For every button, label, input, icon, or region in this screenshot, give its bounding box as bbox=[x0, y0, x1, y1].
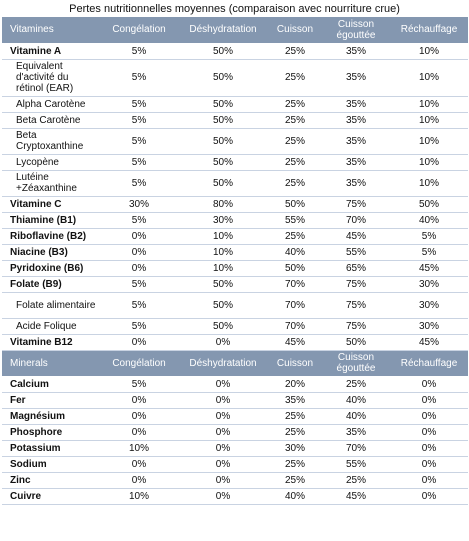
column-header-congelation: Congélation bbox=[100, 17, 178, 43]
loss-value: 5% bbox=[100, 276, 178, 292]
loss-value: 0% bbox=[178, 334, 268, 350]
loss-value: 50% bbox=[268, 196, 322, 212]
loss-value: 5% bbox=[100, 154, 178, 170]
table-row bbox=[2, 424, 468, 440]
nutrient-name: Fer bbox=[2, 392, 100, 408]
loss-value: 20% bbox=[268, 376, 322, 392]
loss-value: 0% bbox=[390, 376, 468, 392]
loss-value: 25% bbox=[322, 472, 390, 488]
nutrient-name: Phosphore bbox=[2, 424, 100, 440]
loss-value: 5% bbox=[100, 376, 178, 392]
loss-value: 0% bbox=[100, 244, 178, 260]
loss-value: 0% bbox=[178, 440, 268, 456]
loss-value: 75% bbox=[322, 318, 390, 334]
loss-value: 25% bbox=[268, 128, 322, 154]
column-header-vitamines: Vitamines bbox=[2, 17, 100, 43]
loss-value: 40% bbox=[322, 408, 390, 424]
loss-value: 35% bbox=[322, 424, 390, 440]
nutrient-name: Lutéine +Zéaxanthine bbox=[2, 170, 100, 196]
loss-value: 35% bbox=[268, 392, 322, 408]
loss-value: 0% bbox=[178, 408, 268, 424]
loss-value: 0% bbox=[390, 440, 468, 456]
loss-value: 50% bbox=[322, 334, 390, 350]
table-row bbox=[2, 488, 468, 504]
nutrient-name: Lycopène bbox=[2, 154, 100, 170]
loss-value: 0% bbox=[390, 472, 468, 488]
loss-value: 10% bbox=[178, 244, 268, 260]
loss-value: 50% bbox=[178, 170, 268, 196]
loss-value: 5% bbox=[100, 318, 178, 334]
column-header-minerals: Minerals bbox=[2, 350, 100, 376]
loss-value: 45% bbox=[390, 260, 468, 276]
loss-value: 25% bbox=[268, 472, 322, 488]
loss-value: 0% bbox=[100, 424, 178, 440]
table-row bbox=[2, 292, 468, 318]
loss-value: 5% bbox=[100, 96, 178, 112]
column-header-cuisson: Cuisson bbox=[268, 350, 322, 376]
loss-value: 5% bbox=[100, 59, 178, 96]
table-row bbox=[2, 408, 468, 424]
loss-value: 0% bbox=[100, 334, 178, 350]
nutrient-loss-table bbox=[2, 17, 468, 505]
loss-value: 10% bbox=[100, 440, 178, 456]
loss-value: 40% bbox=[268, 244, 322, 260]
loss-value: 10% bbox=[390, 96, 468, 112]
loss-value: 25% bbox=[268, 408, 322, 424]
loss-value: 10% bbox=[390, 154, 468, 170]
loss-value: 50% bbox=[178, 59, 268, 96]
loss-value: 25% bbox=[268, 59, 322, 96]
loss-value: 75% bbox=[322, 292, 390, 318]
nutrient-name: Zinc bbox=[2, 472, 100, 488]
table-row bbox=[2, 472, 468, 488]
nutrient-name: Folate alimentaire bbox=[2, 292, 100, 318]
loss-value: 70% bbox=[268, 318, 322, 334]
loss-value: 50% bbox=[178, 128, 268, 154]
loss-value: 30% bbox=[100, 196, 178, 212]
nutrient-name: Beta Carotène bbox=[2, 112, 100, 128]
loss-value: 40% bbox=[322, 392, 390, 408]
table-row bbox=[2, 440, 468, 456]
column-header-congelation: Congélation bbox=[100, 350, 178, 376]
loss-value: 75% bbox=[322, 196, 390, 212]
loss-value: 35% bbox=[322, 128, 390, 154]
table-row bbox=[2, 260, 468, 276]
loss-value: 65% bbox=[322, 260, 390, 276]
nutrient-name: Sodium bbox=[2, 456, 100, 472]
loss-value: 30% bbox=[268, 440, 322, 456]
table-row bbox=[2, 376, 468, 392]
loss-value: 75% bbox=[322, 276, 390, 292]
nutrient-name: Vitamine A bbox=[2, 43, 100, 59]
loss-value: 10% bbox=[390, 170, 468, 196]
loss-value: 25% bbox=[268, 424, 322, 440]
column-header-cuisson-egouttee: Cuisson égouttée bbox=[322, 17, 390, 43]
table-row bbox=[2, 392, 468, 408]
loss-value: 50% bbox=[178, 112, 268, 128]
loss-value: 5% bbox=[100, 292, 178, 318]
loss-value: 0% bbox=[390, 392, 468, 408]
table-row bbox=[2, 128, 468, 154]
loss-value: 5% bbox=[100, 212, 178, 228]
loss-value: 25% bbox=[268, 456, 322, 472]
loss-value: 55% bbox=[322, 456, 390, 472]
loss-value: 5% bbox=[390, 244, 468, 260]
loss-value: 0% bbox=[390, 456, 468, 472]
loss-value: 50% bbox=[268, 260, 322, 276]
loss-value: 50% bbox=[178, 43, 268, 59]
loss-value: 30% bbox=[178, 212, 268, 228]
loss-value: 25% bbox=[322, 376, 390, 392]
table-row bbox=[2, 212, 468, 228]
loss-value: 0% bbox=[178, 376, 268, 392]
loss-value: 25% bbox=[268, 112, 322, 128]
loss-value: 50% bbox=[390, 196, 468, 212]
column-header-cuisson: Cuisson bbox=[268, 17, 322, 43]
column-header-rechauffage: Réchauffage bbox=[390, 17, 468, 43]
loss-value: 35% bbox=[322, 43, 390, 59]
loss-value: 0% bbox=[390, 424, 468, 440]
table-row bbox=[2, 456, 468, 472]
table-row bbox=[2, 170, 468, 196]
loss-value: 10% bbox=[178, 228, 268, 244]
nutrient-name: Vitamine B12 bbox=[2, 334, 100, 350]
loss-value: 10% bbox=[390, 59, 468, 96]
table-row bbox=[2, 96, 468, 112]
column-header-cuisson-egouttee: Cuisson égouttée bbox=[322, 350, 390, 376]
nutrient-name: Folate (B9) bbox=[2, 276, 100, 292]
loss-value: 50% bbox=[178, 276, 268, 292]
loss-value: 45% bbox=[322, 488, 390, 504]
loss-value: 55% bbox=[268, 212, 322, 228]
loss-value: 25% bbox=[268, 154, 322, 170]
loss-value: 35% bbox=[322, 112, 390, 128]
table-row bbox=[2, 276, 468, 292]
loss-value: 5% bbox=[100, 43, 178, 59]
nutrient-name: Magnésium bbox=[2, 408, 100, 424]
nutrient-name: Acide Folique bbox=[2, 318, 100, 334]
loss-value: 80% bbox=[178, 196, 268, 212]
loss-value: 0% bbox=[100, 472, 178, 488]
loss-value: 10% bbox=[390, 112, 468, 128]
loss-value: 0% bbox=[390, 408, 468, 424]
vitamins-header-row bbox=[2, 17, 468, 43]
table-row bbox=[2, 59, 468, 96]
table-row bbox=[2, 196, 468, 212]
loss-value: 55% bbox=[322, 244, 390, 260]
loss-value: 0% bbox=[100, 392, 178, 408]
loss-value: 70% bbox=[322, 440, 390, 456]
loss-value: 25% bbox=[268, 96, 322, 112]
loss-value: 10% bbox=[390, 128, 468, 154]
column-header-rechauffage: Réchauffage bbox=[390, 350, 468, 376]
loss-value: 25% bbox=[268, 228, 322, 244]
loss-value: 30% bbox=[390, 318, 468, 334]
loss-value: 35% bbox=[322, 59, 390, 96]
nutrient-name: Thiamine (B1) bbox=[2, 212, 100, 228]
loss-value: 70% bbox=[268, 276, 322, 292]
loss-value: 40% bbox=[268, 488, 322, 504]
nutrient-name: Beta Cryptoxanthine bbox=[2, 128, 100, 154]
loss-value: 0% bbox=[100, 408, 178, 424]
table-row bbox=[2, 318, 468, 334]
loss-value: 25% bbox=[268, 170, 322, 196]
nutrient-name: Cuivre bbox=[2, 488, 100, 504]
loss-value: 30% bbox=[390, 276, 468, 292]
table-row bbox=[2, 43, 468, 59]
nutrient-name: Riboflavine (B2) bbox=[2, 228, 100, 244]
table-title: Pertes nutritionnelles moyennes (comparaison avec nourriture crue) bbox=[69, 3, 400, 15]
column-header-deshydratation: Déshydratation bbox=[178, 17, 268, 43]
nutrient-name: Vitamine C bbox=[2, 196, 100, 212]
minerals-header-row bbox=[2, 350, 468, 376]
loss-value: 45% bbox=[322, 228, 390, 244]
loss-value: 45% bbox=[268, 334, 322, 350]
nutrient-name: Pyridoxine (B6) bbox=[2, 260, 100, 276]
loss-value: 35% bbox=[322, 154, 390, 170]
loss-value: 0% bbox=[178, 424, 268, 440]
loss-value: 10% bbox=[178, 260, 268, 276]
loss-value: 0% bbox=[100, 456, 178, 472]
loss-value: 70% bbox=[322, 212, 390, 228]
nutrient-name: Potassium bbox=[2, 440, 100, 456]
nutrient-name: Alpha Carotène bbox=[2, 96, 100, 112]
nutrient-name: Niacine (B3) bbox=[2, 244, 100, 260]
table-row bbox=[2, 112, 468, 128]
loss-value: 35% bbox=[322, 170, 390, 196]
loss-value: 35% bbox=[322, 96, 390, 112]
loss-value: 45% bbox=[390, 334, 468, 350]
loss-value: 50% bbox=[178, 318, 268, 334]
loss-value: 50% bbox=[178, 292, 268, 318]
loss-value: 0% bbox=[178, 456, 268, 472]
loss-value: 10% bbox=[390, 43, 468, 59]
table-row bbox=[2, 228, 468, 244]
loss-value: 0% bbox=[100, 260, 178, 276]
loss-value: 0% bbox=[178, 472, 268, 488]
loss-value: 30% bbox=[390, 292, 468, 318]
loss-value: 40% bbox=[390, 212, 468, 228]
table-row bbox=[2, 244, 468, 260]
loss-value: 25% bbox=[268, 43, 322, 59]
loss-value: 5% bbox=[100, 128, 178, 154]
loss-value: 50% bbox=[178, 154, 268, 170]
nutrient-name: Calcium bbox=[2, 376, 100, 392]
loss-value: 50% bbox=[178, 96, 268, 112]
column-header-deshydratation: Déshydratation bbox=[178, 350, 268, 376]
table-row bbox=[2, 334, 468, 350]
loss-value: 0% bbox=[178, 488, 268, 504]
loss-value: 5% bbox=[390, 228, 468, 244]
nutrient-name: Equivalent d'activité du rétinol (EAR) bbox=[2, 59, 100, 96]
loss-value: 0% bbox=[390, 488, 468, 504]
loss-value: 5% bbox=[100, 112, 178, 128]
loss-value: 0% bbox=[178, 392, 268, 408]
loss-value: 10% bbox=[100, 488, 178, 504]
table-row bbox=[2, 154, 468, 170]
loss-value: 5% bbox=[100, 170, 178, 196]
loss-value: 70% bbox=[268, 292, 322, 318]
loss-value: 0% bbox=[100, 228, 178, 244]
